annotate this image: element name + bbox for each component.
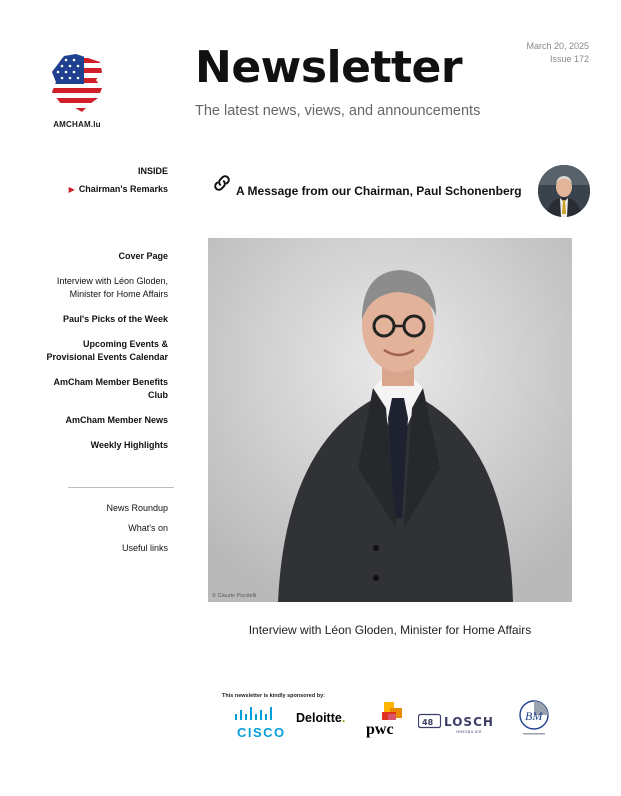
deloitte-logo[interactable] bbox=[296, 711, 345, 725]
chairman-portrait-image bbox=[538, 165, 590, 217]
toc-item-weekly-highlights[interactable]: Weekly Highlights bbox=[90, 440, 168, 450]
page-title: Newsletter bbox=[195, 42, 463, 93]
cisco-bars-icon bbox=[227, 706, 283, 722]
pwc-text: pwc bbox=[366, 721, 394, 738]
amcham-logo[interactable] bbox=[46, 54, 108, 132]
toc-item-useful-links[interactable]: Useful links bbox=[121, 543, 168, 553]
secondary-links bbox=[40, 502, 168, 562]
photo-credit: © Claude Piscitelli bbox=[212, 593, 257, 599]
bm-logo[interactable] bbox=[514, 699, 554, 741]
deloitte-dot: . bbox=[341, 711, 346, 725]
pwc-mark-icon bbox=[364, 702, 404, 738]
flag-map-icon bbox=[50, 54, 104, 112]
toc-item-benefits-club[interactable]: AmCham Member Benefits Club bbox=[53, 377, 168, 400]
cisco-logo[interactable] bbox=[227, 706, 286, 740]
minister-portrait-image bbox=[208, 238, 572, 602]
issue-meta bbox=[526, 40, 589, 66]
losch-subtext: IMMOBILIER bbox=[456, 730, 482, 734]
issue-number: Issue 172 bbox=[549, 54, 589, 64]
toc-item-whats-on[interactable]: What's on bbox=[128, 523, 168, 533]
toc-item-upcoming-events[interactable]: Upcoming Events & Provisional Events Calendar bbox=[46, 339, 168, 362]
losch-text: LOSCH bbox=[444, 715, 494, 729]
issue-date: March 20, 2025 bbox=[526, 41, 589, 51]
chairman-avatar[interactable] bbox=[538, 165, 590, 217]
link-icon[interactable] bbox=[211, 172, 233, 194]
interview-photo[interactable] bbox=[208, 238, 572, 602]
logo-text: AMCHAM.lu bbox=[53, 120, 101, 129]
current-section-label: Chairman's Remarks bbox=[78, 184, 168, 194]
current-arrow-icon: ▶ bbox=[68, 185, 75, 194]
toc-item-news-roundup[interactable]: News Roundup bbox=[106, 503, 168, 513]
chairman-message-link[interactable]: A Message from our Chairman, Paul Schonenberg bbox=[236, 184, 522, 198]
photo-caption: Interview with Léon Gloden, Minister for Home Affairs bbox=[248, 623, 532, 637]
inside-label: INSIDE bbox=[137, 166, 168, 176]
pwc-logo[interactable] bbox=[364, 702, 404, 738]
toc-divider bbox=[68, 487, 174, 488]
table-of-contents bbox=[40, 250, 168, 464]
svg-text:48: 48 bbox=[422, 718, 434, 727]
toc-item-interview[interactable]: Interview with Léon Gloden, Minister for Home Affairs bbox=[56, 276, 168, 299]
losch-logo[interactable] bbox=[418, 712, 504, 734]
cisco-text: CISCO bbox=[237, 725, 286, 740]
losch-mark-icon bbox=[418, 712, 504, 734]
bm-mark-icon bbox=[514, 699, 554, 741]
toc-item-pauls-picks[interactable]: Paul's Picks of the Week bbox=[62, 314, 168, 324]
page-subtitle: The latest news, views, and announcements bbox=[195, 103, 481, 119]
toc-item-member-news[interactable]: AmCham Member News bbox=[65, 415, 168, 425]
sponsors-row bbox=[222, 700, 562, 740]
deloitte-text: Deloitte bbox=[296, 711, 342, 725]
current-section[interactable] bbox=[40, 184, 168, 194]
sponsors-label: This newsletter is kindly sponsored by: bbox=[222, 693, 325, 699]
bm-text: BM bbox=[525, 709, 543, 723]
toc-item-cover-page[interactable]: Cover Page bbox=[118, 251, 168, 261]
